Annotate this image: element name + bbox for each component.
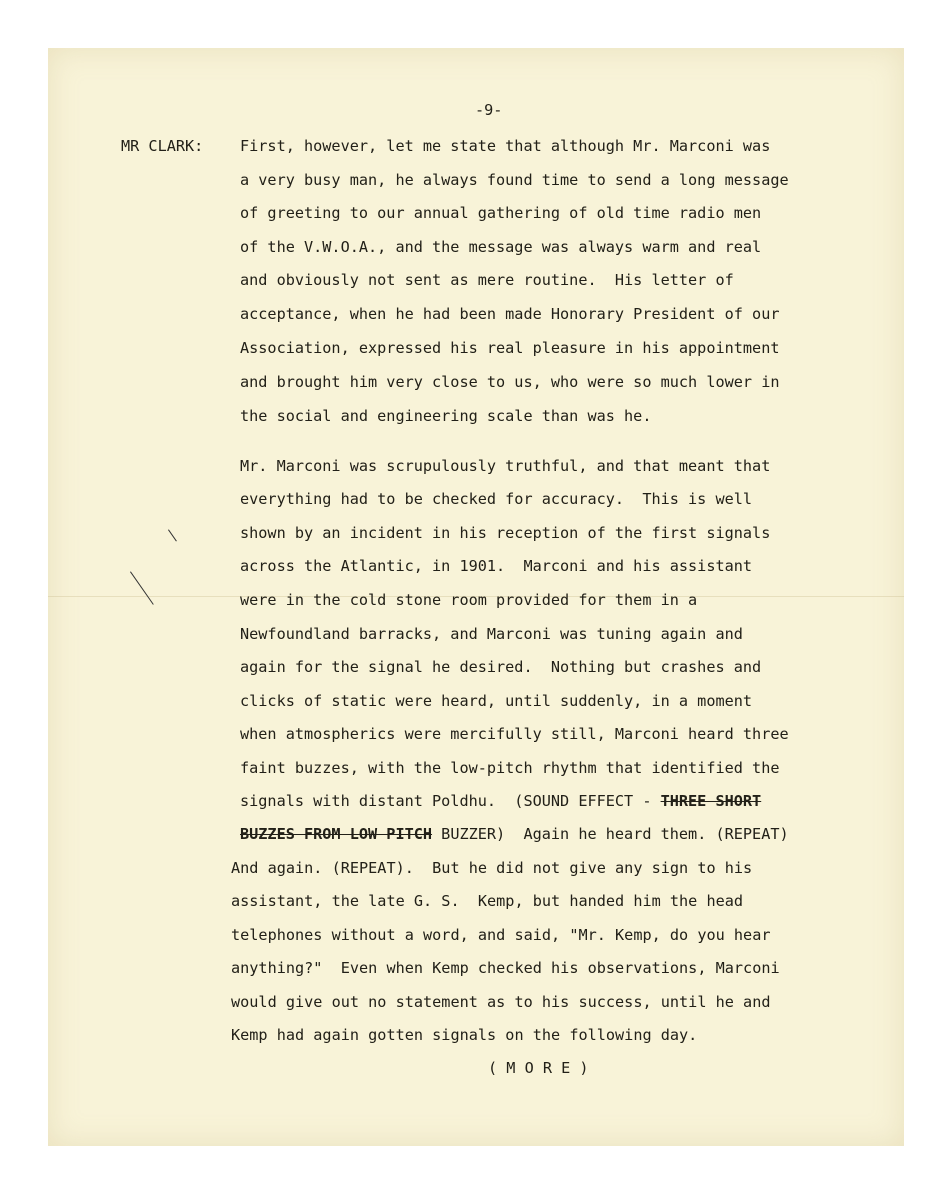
paragraph-1-line: a very busy man, he always found time to send a long message	[240, 171, 789, 189]
paragraph-2-line: assistant, the late G. S. Kemp, but handed him the head	[231, 892, 744, 910]
sound-effect-struck-text: THREE SHORT	[660, 792, 762, 810]
paragraph-2-line: clicks of static were heard, until suddenly, in a moment	[240, 692, 753, 710]
sound-effect-text: signals with distant Poldhu. (SOUND EFFECT -	[240, 792, 661, 810]
speaker-label: MR CLARK:	[121, 137, 204, 155]
paragraph-2-line: were in the cold stone room provided for them in a	[240, 591, 698, 609]
buzzer-line	[240, 824, 789, 844]
paragraph-2-line: Newfoundland barracks, and Marconi was tuning again and	[240, 625, 743, 643]
paragraph-2-line: anything?" Even when Kemp checked his observations, Marconi	[231, 959, 780, 977]
buzzer-struck-text: BUZZES FROM LOW PITCH	[240, 825, 433, 843]
margin-pencil-mark	[130, 571, 154, 604]
paragraph-1-line: of the V.W.O.A., and the message was always warm and real	[240, 238, 762, 256]
paragraph-2-line: across the Atlantic, in 1901. Marconi and his assistant	[240, 557, 753, 575]
paragraph-2-line: everything had to be checked for accuracy. This is well	[240, 490, 753, 508]
paragraph-1-line: the social and engineering scale than was he.	[240, 407, 652, 425]
paragraph-1-line: and obviously not sent as mere routine. His letter of	[240, 271, 734, 289]
page-number: -9-	[475, 101, 503, 119]
buzzer-text: BUZZER) Again he heard them. (REPEAT)	[432, 825, 789, 843]
paragraph-2-line: Mr. Marconi was scrupulously truthful, and that meant that	[240, 457, 771, 475]
paragraph-1-line: Association, expressed his real pleasure in his appointment	[240, 339, 780, 357]
paragraph-1-line: acceptance, when he had been made Honorary President of our	[240, 305, 780, 323]
paragraph-1-line: First, however, let me state that although Mr. Marconi was	[240, 137, 771, 155]
more-marker: ( M O R E )	[488, 1059, 589, 1077]
paragraph-1-line: and brought him very close to us, who were so much lower in	[240, 373, 780, 391]
paragraph-2-line: And again. (REPEAT). But he did not give any sign to his	[231, 859, 753, 877]
typed-page	[48, 48, 904, 1146]
paragraph-2-line: when atmospherics were mercifully still, Marconi heard three	[240, 725, 789, 743]
paragraph-2-line: Kemp had again gotten signals on the following day.	[231, 1026, 698, 1044]
paragraph-2-line: telephones without a word, and said, "Mr. Kemp, do you hear	[231, 926, 771, 944]
paragraph-2-line: faint buzzes, with the low-pitch rhythm that identified the	[240, 759, 780, 777]
paragraph-2-line: again for the signal he desired. Nothing but crashes and	[240, 658, 762, 676]
paragraph-1-line: of greeting to our annual gathering of old time radio men	[240, 204, 762, 222]
paragraph-2-line: shown by an incident in his reception of the first signals	[240, 524, 771, 542]
margin-pencil-mark	[168, 529, 177, 541]
sound-effect-line	[240, 791, 761, 811]
paragraph-2-line: would give out no statement as to his success, until he and	[231, 993, 771, 1011]
